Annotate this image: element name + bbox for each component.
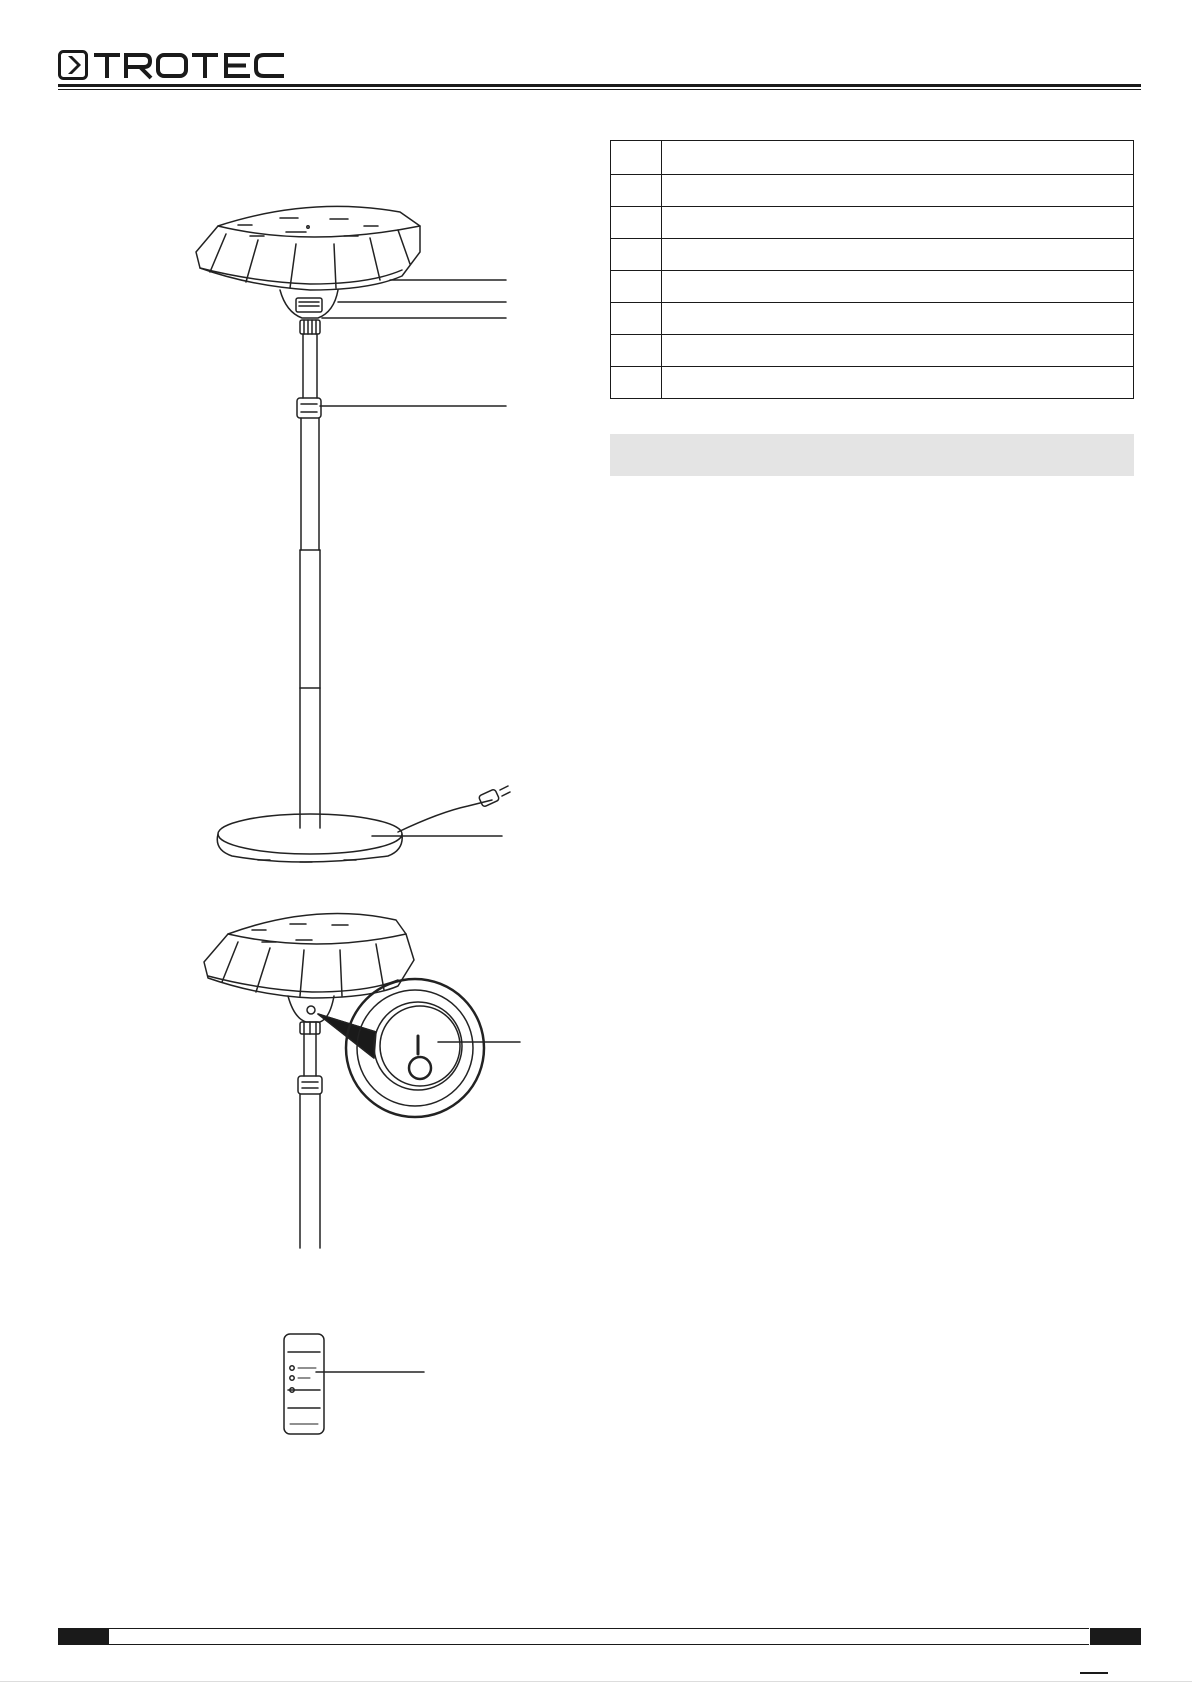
heater-standing-figure [196, 206, 510, 862]
table-row [611, 207, 1134, 239]
table-header-row [611, 141, 1134, 175]
parts-table [610, 140, 1134, 399]
page-edge [0, 1681, 1192, 1682]
table-row [611, 175, 1134, 207]
table-cell-no [611, 367, 662, 399]
footer-mark [1080, 1672, 1108, 1674]
table-cell-no [611, 271, 662, 303]
table-cell-designation [662, 335, 1134, 367]
footer-bar [109, 1628, 1089, 1645]
table-cell-designation [662, 367, 1134, 399]
table-cell-no [611, 303, 662, 335]
header-rule-thin [58, 89, 1141, 90]
table-cell-no [611, 207, 662, 239]
footer-language [1090, 1628, 1141, 1645]
table-cell-designation [662, 303, 1134, 335]
table-row [611, 303, 1134, 335]
table-row [611, 239, 1134, 271]
table-cell-designation [662, 271, 1134, 303]
footer-page-number [58, 1628, 109, 1645]
table-cell-designation [662, 207, 1134, 239]
table-row [611, 271, 1134, 303]
table-cell-designation [662, 239, 1134, 271]
remote-control-figure [284, 1334, 424, 1434]
heater-switch-figure [204, 914, 520, 1248]
table-cell-designation [662, 175, 1134, 207]
page-header [0, 0, 1192, 100]
table-cell-no [611, 141, 662, 175]
table-cell-designation [662, 141, 1134, 175]
note-box [610, 434, 1134, 476]
table-row [611, 367, 1134, 399]
table-cell-no [611, 239, 662, 271]
trotec-logo [58, 50, 302, 80]
table-cell-no [611, 175, 662, 207]
header-rule [58, 84, 1141, 87]
table-row [611, 335, 1134, 367]
page-footer [58, 1628, 1141, 1645]
table-cell-no [611, 335, 662, 367]
